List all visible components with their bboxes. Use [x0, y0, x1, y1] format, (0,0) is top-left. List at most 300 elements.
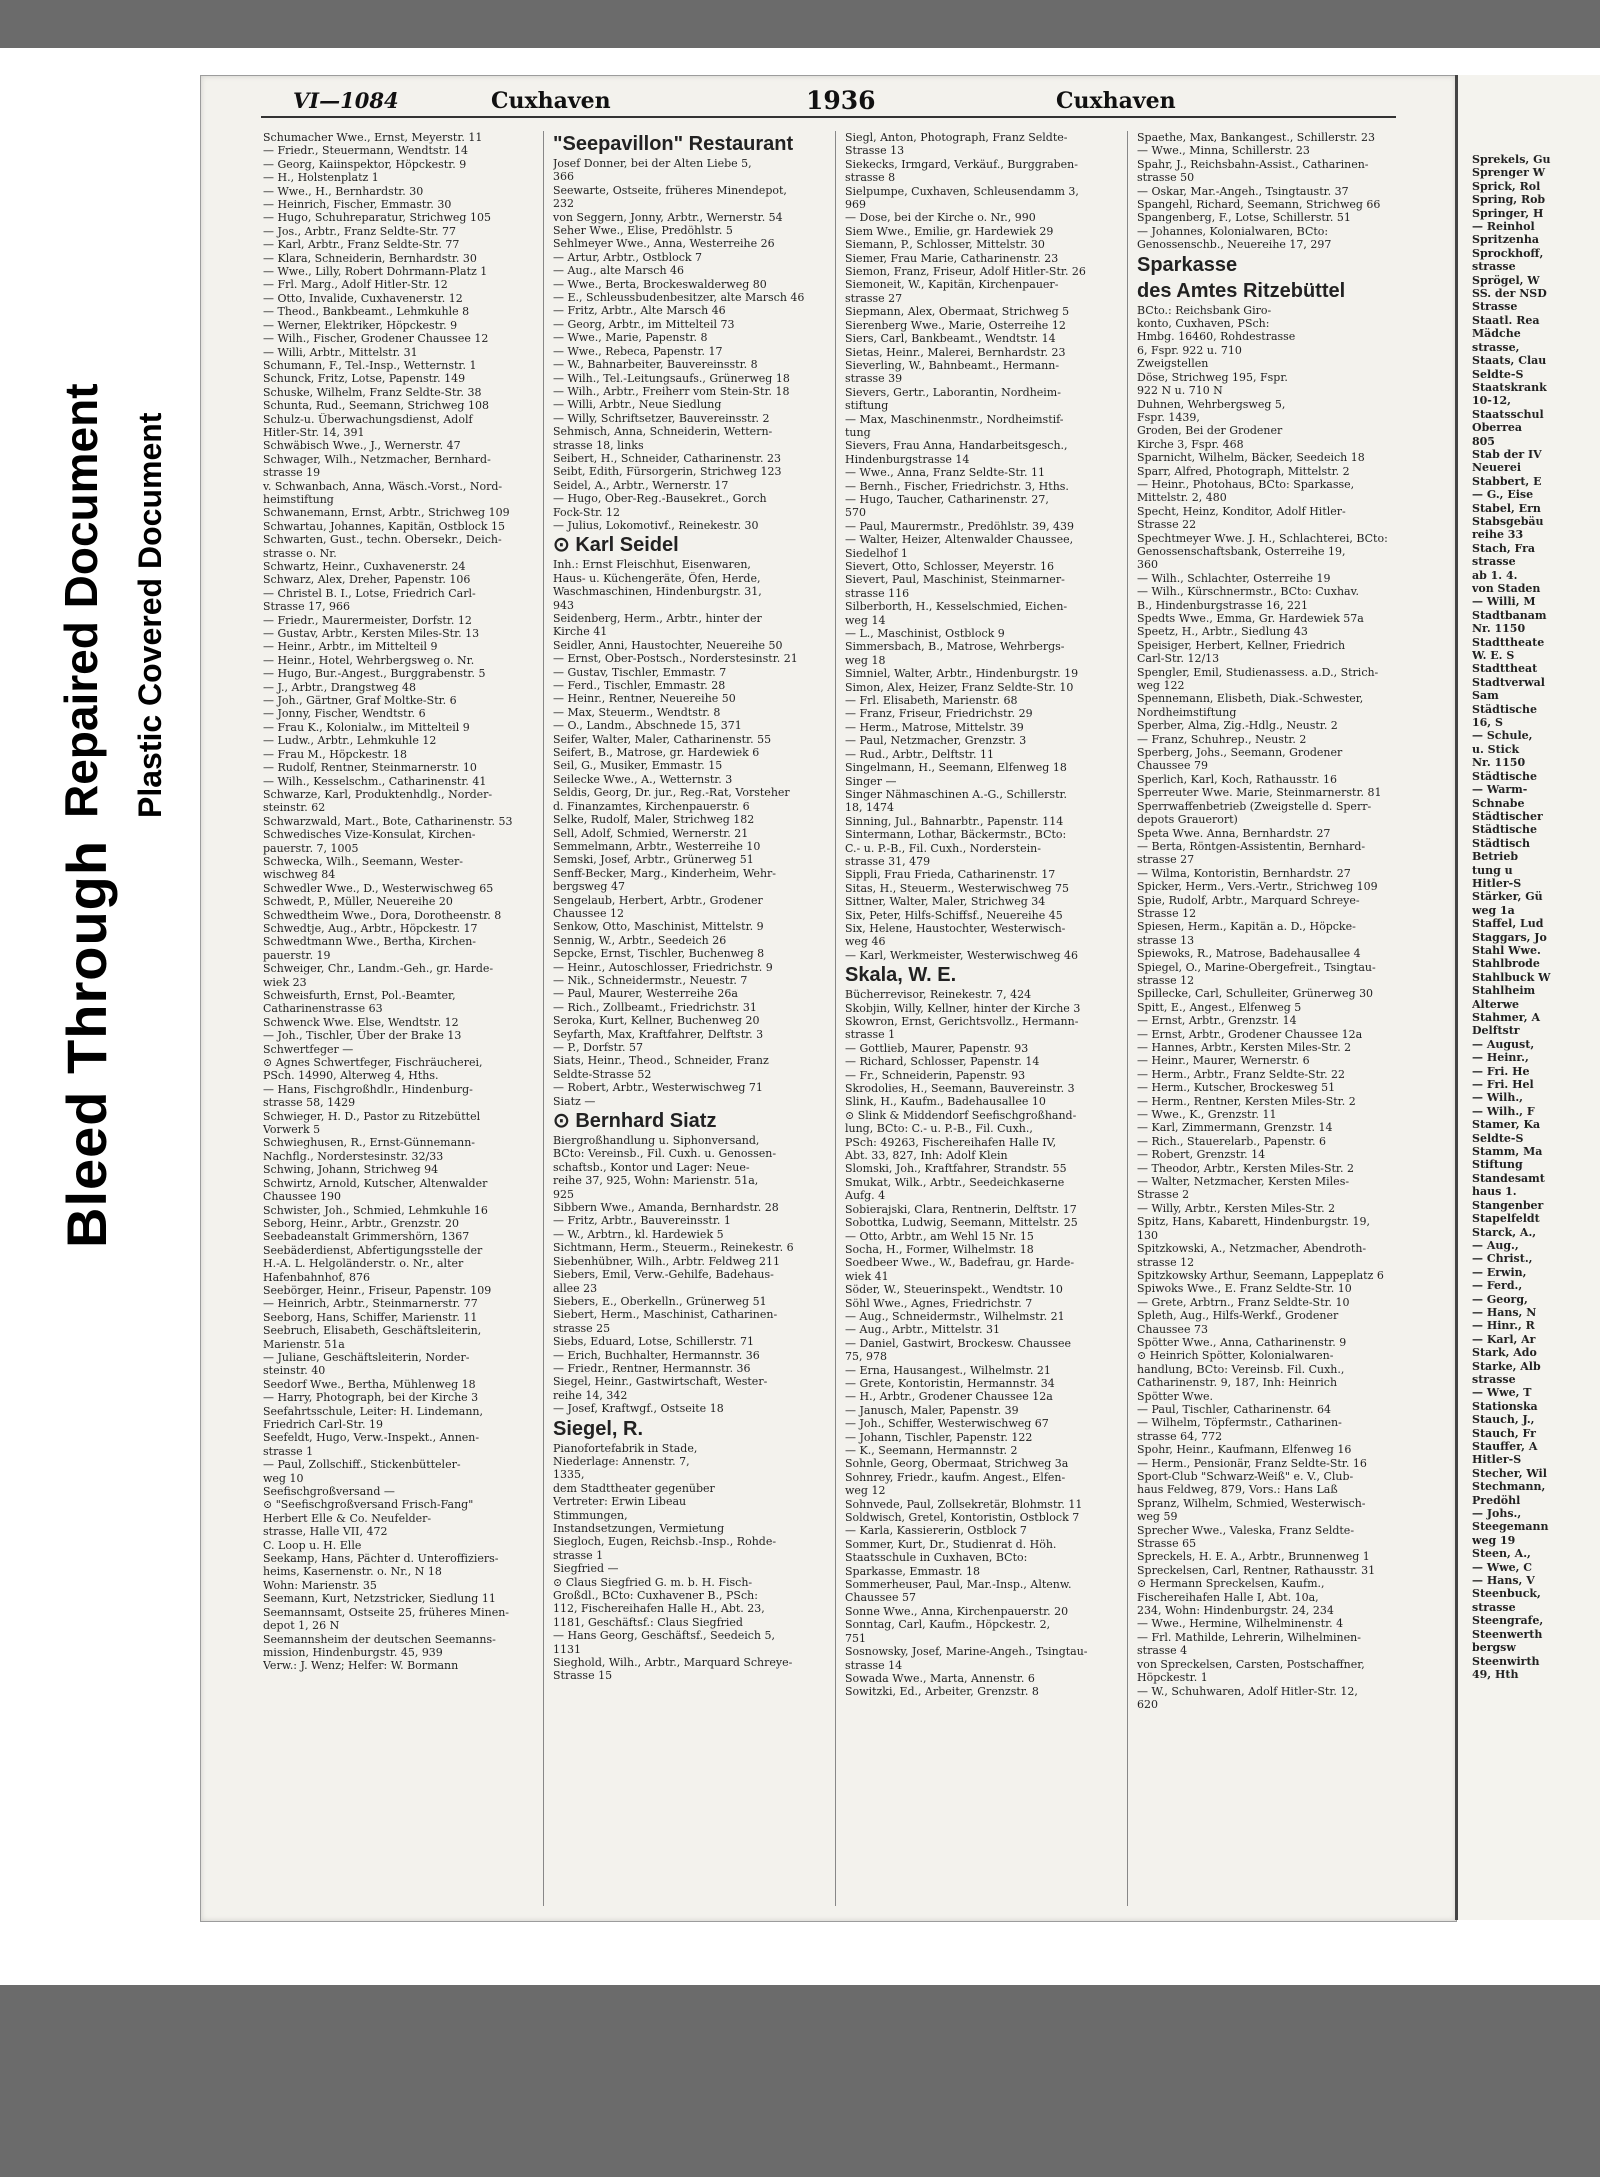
directory-entry: — Heinr., Photohaus, BCto: Sparkasse, [1137, 477, 1355, 491]
directory-entry: 75, 978 [845, 1350, 887, 1364]
directory-entry: — Fritz, Arbtr., Alte Marsch 46 [553, 304, 726, 318]
directory-entry: Sievert, Paul, Maschinist, Steinmarner- [845, 573, 1065, 587]
directory-entry: Seilecke Wwe., A., Wetternstr. 3 [553, 772, 733, 786]
adjacent-entry: Steen, A., [1472, 1547, 1531, 1561]
directory-entry: Six, Helene, Haustochter, Westerwisch- [845, 921, 1066, 935]
directory-entry: Duhnen, Wehrbergsweg 5, [1137, 397, 1286, 411]
directory-entry: — Frl. Elisabeth, Marienstr. 68 [845, 694, 1018, 708]
directory-entry: — Willy, Schriftsetzer, Bauvereinsstr. 2 [553, 411, 770, 425]
adjacent-entry: Stahmer, A [1472, 1011, 1540, 1024]
directory-entry: Seeborg, Hans, Schiffer, Marienstr. 11 [263, 1310, 478, 1324]
directory-entry: Kirche 41 [553, 625, 608, 639]
repaired-document-label: Repaired Document [55, 383, 107, 818]
directory-entry: — Ludw., Arbtr., Lehmkuhle 12 [263, 734, 437, 748]
directory-entry: ⊙ Bernhard Siatz [553, 1110, 717, 1133]
directory-entry: bergsweg 47 [553, 880, 625, 894]
adjacent-entry: Stauffer, A [1472, 1440, 1538, 1453]
directory-entry: Marienstr. 51a [263, 1337, 345, 1351]
adjacent-entry: Stadtverwal [1472, 675, 1545, 689]
adjacent-entry: Städtische [1472, 823, 1537, 837]
directory-entry: Simmersbach, B., Matrose, Wehrbergs- [845, 640, 1065, 654]
directory-entry: weg 14 [845, 613, 886, 627]
adjacent-entry: Steenwirth [1472, 1654, 1540, 1668]
directory-entry: — E., Schleussbudenbesitzer, alte Marsch 46 [553, 291, 805, 305]
directory-entry: Spreckelsen, Carl, Rentner, Rathausstr. 31 [1137, 1563, 1376, 1577]
directory-entry: Haus- u. Küchengeräte, Öfen, Herde, [553, 571, 761, 585]
directory-entry: schaftsb., Kontor und Lager: Neue- [553, 1160, 750, 1174]
adjacent-entry: Steegemann [1472, 1520, 1549, 1534]
adjacent-entry: strasse [1472, 260, 1516, 274]
directory-entry: Sievers, Frau Anna, Handarbeitsgesch., [845, 439, 1068, 453]
directory-entry: strasse 25 [553, 1321, 611, 1335]
directory-entry: Seher Wwe., Elise, Predöhlstr. 5 [553, 224, 733, 238]
directory-entry: — Wwe., K., Grenzstr. 11 [1137, 1108, 1277, 1122]
directory-entry: strasse, Halle VII, 472 [263, 1525, 388, 1539]
adjacent-entry: Stach, Fra [1472, 541, 1536, 555]
adjacent-entry: Städtischer [1472, 809, 1543, 823]
directory-entry: Nordheimstiftung [1137, 705, 1237, 719]
directory-entry: Großdl., BCto: Cuxhavener B., PSch: [553, 1589, 758, 1603]
directory-entry: Spötter Wwe. [1137, 1389, 1214, 1403]
directory-entry: — Ernst, Ober-Postsch., Norderstesinstr. 21 [553, 652, 798, 666]
directory-entry: Schwarzwald, Mart., Bote, Catharinenstr. 53 [263, 814, 513, 828]
directory-entry: — Joh., Tischler, Über der Brake 13 [263, 1029, 462, 1043]
directory-entry: — Wilh., Tel.-Leitungsaufs., Grünerweg 18 [553, 371, 790, 385]
directory-entry: Strasse 12 [1137, 906, 1197, 920]
directory-entry: — Karla, Kassiererin, Ostblock 7 [845, 1524, 1027, 1538]
directory-entry: Seldte-Strasse 52 [553, 1067, 652, 1081]
directory-entry: steinstr. 62 [263, 801, 326, 815]
directory-entry: Siemer, Frau Marie, Catharinenstr. 23 [845, 251, 1059, 265]
directory-entry: Spitz, Hans, Kabarett, Hindenburgstr. 19, [1137, 1215, 1371, 1229]
directory-entry: — P., Dorfstr. 57 [553, 1041, 644, 1054]
directory-entry: dem Stadttheater gegenüber [553, 1481, 715, 1495]
directory-entry: depots Grauerort) [1137, 813, 1238, 827]
directory-entry: Sielpumpe, Cuxhaven, Schleusendamm 3, [845, 184, 1079, 198]
adjacent-entry: — Reinhol [1472, 220, 1535, 234]
directory-entry: BCto: Vereinsb., Fil. Cuxh. u. Genossen- [553, 1147, 777, 1161]
directory-entry: — L., Maschinist, Ostblock 9 [845, 627, 1005, 641]
directory-entry: Schwartz, Heinr., Cuxhavenerstr. 24 [263, 560, 466, 573]
directory-entry: — Oskar, Mar.-Angeh., Tsingtaustr. 37 [1137, 184, 1349, 198]
directory-entry: 112, Fischereihafen Halle H., Abt. 23, [553, 1602, 765, 1616]
directory-entry: — W., Schuhwaren, Adolf Hitler-Str. 12, [1137, 1684, 1358, 1698]
directory-entry: — Franz, Friseur, Friedrichstr. 29 [845, 707, 1033, 721]
directory-entry: reihe 37, 925, Wohn: Marienstr. 51a, [553, 1174, 759, 1188]
directory-entry: Singer Nähmaschinen A.-G., Schillerstr. [845, 787, 1068, 801]
directory-entry: Siers, Carl, Bankbeamt., Wendtstr. 14 [845, 332, 1056, 346]
directory-entry: Niederlage: Annenstr. 7, [553, 1454, 690, 1468]
directory-entry: Schwarze, Karl, Produktenhdlg., Norder- [263, 787, 493, 801]
directory-entry: Spillecke, Carl, Schulleiter, Grünerweg 30 [1137, 987, 1374, 1001]
directory-entry: — H., Arbtr., Grodener Chaussee 12a [845, 1390, 1053, 1404]
directory-entry: Siekecks, Irmgard, Verkäuf., Burggraben- [845, 157, 1078, 171]
directory-entry: Seebruch, Elisabeth, Geschäftsleiterin, [263, 1324, 482, 1338]
directory-entry: Seldis, Georg, Dr. jur., Reg.-Rat, Vorsteher [553, 786, 790, 800]
directory-entry: stiftung [845, 399, 889, 413]
adjacent-entry: Städtisch [1472, 836, 1530, 850]
directory-entry: — W., Bahnarbeiter, Bauvereinsstr. 8 [553, 358, 758, 372]
adjacent-entry: — Aug., [1472, 1238, 1519, 1252]
directory-entry: Seidler, Anni, Haustochter, Neuereihe 50 [553, 638, 783, 652]
directory-entry: Schwedtheim Wwe., Dora, Dorotheenstr. 8 [263, 908, 502, 922]
adjacent-entry: SS. der NSD [1472, 287, 1547, 301]
adjacent-entry: reihe 33 [1472, 528, 1524, 542]
directory-entry: — Hugo, Bur.-Angest., Burggrabenstr. 5 [263, 667, 486, 681]
directory-entry: Seyfarth, Max, Kraftfahrer, Delftstr. 3 [553, 1027, 764, 1041]
directory-entry: — Gustav, Tischler, Emmastr. 7 [553, 665, 727, 679]
directory-entry: Simon, Alex, Heizer, Franz Seldte-Str. 10 [845, 680, 1074, 694]
side-labels [0, 48, 200, 1985]
directory-entry: — Juliane, Geschäftsleiterin, Norder- [263, 1350, 470, 1364]
directory-entry: — Theodor, Arbtr., Kersten Miles-Str. 2 [1137, 1161, 1354, 1175]
adjacent-entry: Sprekels, Gu [1472, 153, 1551, 166]
adjacent-entry: Standesamt [1472, 1171, 1545, 1185]
directory-entry: Schwieghusen, R., Ernst-Günnemann- [263, 1136, 476, 1150]
directory-entry: — Paul, Maurer, Westerreihe 26a [553, 987, 738, 1001]
directory-entry: — Aug., alte Marsch 46 [553, 264, 685, 278]
directory-entry: lung, BCto: C.- u. P.-B., Fil. Cuxh., [845, 1122, 1033, 1136]
plastic-covered-label: Plastic Covered Document [132, 412, 168, 818]
directory-entry: Schwäbisch Wwe., J., Wernerstr. 47 [263, 439, 461, 453]
directory-entry: Schwertfeger — [263, 1042, 354, 1056]
directory-entry: Seidenberg, Herm., Arbtr., hinter der [553, 612, 762, 625]
directory-entry: — Ernst, Arbtr., Grenzstr. 14 [1137, 1014, 1297, 1028]
directory-entry: strasse 27 [1137, 853, 1195, 867]
directory-entry: C.- u. P.-B., Fil. Cuxh., Norderstein- [845, 841, 1041, 855]
directory-entry: Chaussee 12 [553, 906, 624, 920]
directory-page [200, 75, 1457, 1922]
directory-entry: Schwedtmann Wwe., Bertha, Kirchen- [263, 935, 477, 949]
directory-entry: pauerstr. 19 [263, 948, 331, 962]
directory-entry: Strasse 15 [553, 1669, 613, 1683]
directory-entry: weg 18 [845, 653, 886, 667]
directory-entry: — Richard, Schlosser, Papenstr. 14 [845, 1055, 1040, 1069]
directory-entry: Spengler, Emil, Studienassess. a.D., Strich- [1137, 665, 1379, 679]
adjacent-page-fragment [1455, 75, 1600, 1920]
directory-entry: — Franz, Schuhrep., Neustr. 2 [1137, 732, 1307, 746]
directory-entry: Carl-Str. 12/13 [1137, 652, 1220, 666]
directory-entry: — Willy, Arbtr., Kersten Miles-Str. 2 [1137, 1201, 1336, 1215]
directory-entry: heimstiftung [263, 492, 334, 506]
adjacent-entry: 16, S [1472, 716, 1503, 730]
directory-entry: — Wilh., Arbtr., Freiherr vom Stein-Str. 18 [553, 384, 790, 398]
directory-entry: Sperberg, Johs., Seemann, Grodener [1137, 746, 1343, 760]
directory-entry: Schuske, Wilhelm, Franz Seldte-Str. 38 [263, 385, 482, 399]
directory-entry: Senkow, Otto, Maschinist, Mittelstr. 9 [553, 920, 764, 934]
directory-entry: Sommer, Kurt, Dr., Studienrat d. Höh. [845, 1537, 1057, 1551]
adjacent-entry: — Christ., [1472, 1252, 1533, 1266]
directory-entry: Vertreter: Erwin Libeau [553, 1495, 687, 1509]
directory-entry: Skrodolies, H., Seemann, Bauvereinstr. 3 [845, 1082, 1075, 1096]
directory-entry: wiek 41 [845, 1269, 889, 1283]
directory-entry: strasse 58, 1429 [263, 1096, 356, 1110]
directory-entry: — Janusch, Maler, Papenstr. 39 [845, 1403, 1019, 1417]
directory-entry: Siebers, Emil, Verw.-Gehilfe, Badehaus- [553, 1268, 774, 1282]
directory-entry: Spleth, Aug., Hilfs-Werkf., Grodener [1137, 1309, 1339, 1323]
directory-entry: — Heinr., Maurer, Wernerstr. 6 [1137, 1054, 1310, 1068]
adjacent-entry: Stark, Ado [1472, 1346, 1537, 1360]
directory-entry: Sehmisch, Anna, Schneiderin, Wettern- [553, 425, 773, 439]
directory-entry: — Robert, Arbtr., Westerwischweg 71 [553, 1081, 763, 1095]
directory-entry: Schwister, Joh., Schmied, Lehmkuhle 16 [263, 1203, 488, 1217]
directory-entry: Singelmann, H., Seemann, Elfenweg 18 [845, 761, 1067, 775]
adjacent-entry: Stahlheim [1472, 984, 1536, 998]
directory-entry: Socha, H., Former, Wilhelmstr. 18 [845, 1242, 1034, 1256]
adjacent-page-entries [1472, 153, 1600, 1681]
adjacent-entry: — Fri. He [1472, 1064, 1530, 1078]
directory-entry: Catharinenstr. 9, 187, Inh: Heinrich [1137, 1376, 1338, 1390]
directory-entry: Strasse 13 [845, 144, 905, 158]
directory-entry: 751 [845, 1631, 866, 1645]
directory-entry: — H., Holstenplatz 1 [263, 171, 379, 185]
directory-entry: Chaussee 73 [1137, 1322, 1208, 1336]
directory-entry: — Joh., Schiffer, Westerwischweg 67 [845, 1417, 1049, 1431]
directory-entry: reihe 14, 342 [553, 1388, 628, 1402]
header-rule [261, 116, 1396, 118]
directory-entry: Six, Peter, Hilfs-Schiffsf., Neuereihe 45 [845, 908, 1063, 922]
directory-entry: steinstr. 40 [263, 1364, 326, 1378]
directory-entry: Sittner, Walter, Maler, Strichweg 34 [845, 895, 1046, 909]
directory-entry: "Seepavillon" Restaurant [553, 133, 794, 155]
directory-entry: Siatz — [553, 1094, 596, 1108]
adjacent-entry: — Georg, [1472, 1292, 1528, 1306]
directory-entry: Seborg, Heinr., Arbtr., Grenzstr. 20 [263, 1216, 459, 1230]
directory-entry: Speta Wwe. Anna, Bernhardstr. 27 [1137, 826, 1331, 840]
directory-entry: wiek 23 [263, 975, 307, 989]
directory-entry: strasse 1 [845, 1028, 896, 1042]
directory-entry: Sowitzki, Ed., Arbeiter, Grenzstr. 8 [845, 1685, 1039, 1699]
directory-entry: Schwarten, Gust., techn. Obersekr., Deich- [263, 533, 502, 547]
directory-entry: Schwecka, Wilh., Seemann, Wester- [263, 854, 463, 868]
directory-entry: Spitzkowsky Arthur, Seemann, Lappeplatz 6 [1137, 1268, 1384, 1282]
directory-entry: — Fritz, Arbtr., Bauvereinsstr. 1 [553, 1214, 731, 1228]
adjacent-entry: Sam [1472, 689, 1499, 703]
directory-entry: Skowron, Ernst, Gerichtsvollz., Hermann- [845, 1015, 1079, 1028]
directory-entry: Sparkasse, Emmastr. 18 [845, 1564, 980, 1578]
adjacent-entry: Staatsschul [1472, 407, 1544, 421]
directory-entry: — Bernh., Fischer, Friedrichstr. 3, Hths. [845, 479, 1069, 493]
directory-entry: — Karl, Arbtr., Franz Seldte-Str. 77 [263, 238, 460, 252]
directory-entry: Sperreuter Wwe. Marie, Steinmarnerstr. 81 [1137, 786, 1382, 800]
directory-entry: wischweg 84 [263, 868, 336, 882]
directory-entry: Siegloch, Eugen, Reichsb.-Insp., Rohde- [553, 1535, 777, 1549]
adjacent-entry: strasse [1472, 1372, 1516, 1386]
directory-entry: Schwirtz, Arnold, Kutscher, Altenwalder [263, 1176, 488, 1190]
directory-entry: weg 10 [263, 1471, 304, 1485]
directory-entry: — Artur, Arbtr., Ostblock 7 [553, 250, 703, 264]
directory-entry: Schweiger, Chr., Landm.-Geh., gr. Harde- [263, 962, 494, 976]
directory-entry: Siebert, Herm., Maschinist, Catharinen- [553, 1308, 778, 1322]
directory-entry: Sperber, Alma, Zig.-Hdlg., Neustr. 2 [1137, 719, 1338, 733]
directory-entry: Sieghold, Wilh., Arbtr., Marquard Schreye- [553, 1656, 793, 1670]
directory-column-1 [263, 131, 533, 1906]
directory-entry: Inh.: Ernst Fleischhut, Eisenwaren, [553, 558, 751, 572]
directory-entry: Strasse 65 [1137, 1537, 1197, 1551]
directory-entry: Schwager, Wilh., Netzmacher, Bernhard- [263, 452, 491, 466]
adjacent-entry: — Heinr., [1472, 1051, 1529, 1065]
directory-entry: strasse 19 [263, 466, 321, 480]
directory-entry: strasse 18, links [553, 438, 644, 452]
adjacent-entry: Staffel, Lud [1472, 917, 1544, 931]
directory-entry: — Wilh., Schlachter, Osterreihe 19 [1137, 571, 1331, 585]
directory-entry: — Fr., Schneiderin, Papenstr. 93 [845, 1068, 1026, 1082]
adjacent-entry: Seldte-S [1472, 1131, 1524, 1145]
adjacent-entry: Steengrafe, [1472, 1614, 1544, 1628]
directory-entry: — Grete, Kontoristin, Hermannstr. 34 [845, 1376, 1055, 1390]
directory-entry: — Rud., Arbtr., Delftstr. 11 [845, 747, 995, 761]
directory-entry: — Wilh., Kesselschm., Catharinenstr. 41 [263, 774, 487, 788]
adjacent-entry: Stangenber [1472, 1198, 1544, 1212]
directory-entry: Siegel, Heinr., Gastwirtschaft, Wester- [553, 1375, 768, 1389]
directory-entry: Slomski, Joh., Kraftfahrer, Strandstr. 55 [845, 1162, 1067, 1176]
directory-entry: Seefahrtsschule, Leiter: H. Lindemann, [263, 1404, 484, 1418]
directory-entry: strasse 31, 479 [845, 854, 931, 868]
directory-entry: Spohr, Heinr., Kaufmann, Elfenweg 16 [1137, 1443, 1352, 1457]
directory-entry: — Herm., Kutscher, Brockesweg 51 [1137, 1081, 1336, 1095]
directory-entry: — Karl, Werkmeister, Westerwischweg 46 [845, 948, 1078, 962]
directory-entry: — Nik., Schneidermstr., Neuestr. 7 [553, 973, 748, 987]
directory-entry: strasse 14 [845, 1658, 903, 1672]
directory-entry: Fischereihafen Halle I, Abt. 10a, [1137, 1590, 1319, 1604]
directory-entry: Schwartau, Johannes, Kapitän, Ostblock 15 [263, 519, 506, 533]
adjacent-entry: Neuerei [1472, 461, 1522, 475]
directory-entry: Siem Wwe., Emilie, gr. Hardewiek 29 [845, 224, 1054, 238]
directory-entry: strasse 1 [553, 1548, 604, 1562]
directory-entry: Seedorf Wwe., Bertha, Mühlenweg 18 [263, 1377, 476, 1391]
directory-entry: — Herm., Matrose, Mittelstr. 39 [845, 720, 1024, 734]
directory-entry: — Aug., Schneidermstr., Wilhelmstr. 21 [845, 1309, 1065, 1323]
adjacent-entry: Stabbert, E [1472, 474, 1542, 488]
directory-entry: — Erich, Buchhalter, Hermannstr. 36 [553, 1348, 760, 1362]
directory-entry: Spranz, Wilhelm, Schmied, Westerwisch- [1137, 1496, 1366, 1510]
directory-entry: H.-A. L. Helgoländerstr. o. Nr., alter [263, 1257, 464, 1271]
directory-entry: — Berta, Röntgen-Assistentin, Bernhard- [1137, 839, 1366, 853]
adjacent-entry: Stecher, Wil [1472, 1466, 1547, 1480]
directory-entry: — K., Seemann, Hermannstr. 2 [845, 1444, 1018, 1457]
directory-entry: Abt. 33, 827, Inh: Adolf Klein [845, 1149, 1008, 1163]
directory-entry: Seewarte, Ostseite, früheres Minendepot, [553, 183, 787, 197]
directory-entry: Sitas, H., Steuerm., Westerwischweg 75 [845, 881, 1070, 895]
directory-entry: — Josef, Kraftwgf., Ostseite 18 [553, 1402, 724, 1416]
directory-entry: — Karl, Zimmermann, Grenzstr. 14 [1137, 1121, 1333, 1135]
directory-entry: — Julius, Lokomotivf., Reinekestr. 30 [553, 518, 759, 532]
directory-entry: Siepmann, Alex, Obermaat, Strichweg 5 [845, 305, 1070, 319]
directory-entry: — Max, Steuerm., Wendtstr. 8 [553, 705, 721, 719]
directory-entry: — Christel B. I., Lotse, Friedrich Carl- [263, 586, 476, 600]
directory-entry: Speisiger, Herbert, Kellner, Friedrich [1137, 638, 1346, 652]
directory-entry: PSch. 14990, Alterweg 4, Hths. [263, 1069, 439, 1083]
directory-entry: 360 [1137, 558, 1158, 572]
directory-entry: haus Feldweg, 879, Vors.: Hans Laß [1137, 1483, 1338, 1497]
adjacent-entry: Strasse [1472, 300, 1518, 314]
directory-entry: — J., Arbtr., Drangstweg 48 [263, 680, 417, 694]
adjacent-entry: — Ferd., [1472, 1279, 1523, 1293]
directory-entry: Seifer, Walter, Maler, Catharinenstr. 55 [553, 732, 772, 746]
directory-entry: — Hans Georg, Geschäftsf., Seedeich 5, [553, 1629, 775, 1643]
directory-entry: 6, Fspr. 922 u. 710 [1137, 343, 1242, 357]
directory-entry: Stimmungen, [553, 1508, 628, 1522]
adjacent-entry: Nr. 1150 [1472, 622, 1526, 636]
directory-entry: Hindenburgstrasse 14 [845, 452, 970, 466]
directory-entry: Schunck, Fritz, Lotse, Papenstr. 149 [263, 372, 466, 386]
directory-entry: Sperlich, Karl, Koch, Rathausstr. 16 [1137, 772, 1337, 786]
adjacent-entry: strasse, [1472, 340, 1520, 354]
directory-entry: Seefeldt, Hugo, Verw.-Inspekt., Annen- [263, 1431, 480, 1445]
directory-entry: Sintermann, Lothar, Bäckermstr., BCto: [845, 828, 1067, 842]
directory-entry: pauerstr. 7, 1005 [263, 841, 359, 855]
directory-entry: Chaussee 57 [845, 1591, 916, 1605]
directory-entry: — Jos., Arbtr., Franz Seldte-Str. 77 [263, 224, 456, 238]
directory-entry: — O., Landm., Abschnede 15, 371 [553, 719, 742, 733]
directory-entry: Siebers, E., Oberkelln., Grünerweg 51 [553, 1294, 767, 1308]
adjacent-entry: strasse [1472, 555, 1516, 569]
directory-entry: mission, Hindenburgstr. 45, 939 [263, 1645, 443, 1659]
directory-entry: — Jonny, Fischer, Wendtstr. 6 [263, 707, 426, 721]
directory-entry: Wohn: Marienstr. 35 [263, 1578, 377, 1592]
directory-entry: — Joh., Gärtner, Graf Moltke-Str. 6 [263, 694, 457, 708]
directory-entry: ⊙ "Seefischgroßversand Frisch-Fang" [263, 1498, 474, 1512]
directory-entry: weg 46 [845, 935, 886, 949]
adjacent-entry: — Wilh., [1472, 1091, 1524, 1105]
directory-entry: — Ernst, Arbtr., Grodener Chaussee 12a [1137, 1027, 1363, 1041]
directory-entry: Sengelaub, Herbert, Arbtr., Grodener [553, 893, 763, 907]
directory-entry: Pianofortefabrik in Stade, [553, 1441, 698, 1455]
adjacent-entry: Stauch, Fr [1472, 1426, 1536, 1440]
directory-entry: Seidel, A., Arbtr., Wernerstr. 17 [553, 478, 729, 492]
directory-entry: ⊙ Slink & Middendorf Seefischgroßhand- [845, 1108, 1077, 1122]
directory-entry: Friedrich Carl-Str. 19 [263, 1418, 383, 1431]
directory-entry: — Grete, Arbtrn., Franz Seldte-Str. 10 [1137, 1295, 1350, 1309]
directory-entry: — Gottlieb, Maurer, Papenstr. 93 [845, 1041, 1029, 1055]
directory-entry: Sparkasse [1137, 253, 1238, 276]
directory-entry: Söhl Wwe., Agnes, Friedrichstr. 7 [845, 1296, 1033, 1310]
directory-entry: 570 [845, 506, 866, 520]
directory-entry: weg 59 [1137, 1510, 1178, 1524]
directory-entry: Spangenberg, F., Lotse, Schillerstr. 51 [1137, 211, 1351, 225]
adjacent-entry: Stamm, Ma [1472, 1145, 1543, 1159]
directory-entry: Schwenck Wwe. Else, Wendtstr. 12 [263, 1015, 459, 1029]
adjacent-entry: Hitler-S [1472, 876, 1522, 890]
directory-entry: strasse 1 [263, 1444, 314, 1458]
directory-column-2 [553, 131, 825, 1906]
directory-entry: — Walter, Heizer, Altenwalder Chaussee, [845, 533, 1074, 547]
adjacent-entry: — Erwin, [1472, 1265, 1527, 1279]
directory-entry: Spiewoks, R., Matrose, Badehausallee 4 [1137, 947, 1361, 961]
directory-entry: — Aug., Arbtr., Mittelstr. 31 [845, 1323, 1001, 1337]
directory-entry: Schwieger, H. D., Pastor zu Ritzebüttel [263, 1109, 481, 1123]
directory-entry: handlung, BCto: Vereinsb. Fil. Cuxh., [1137, 1362, 1345, 1376]
directory-entry: Spahr, J., Reichsbahn-Assist., Catharinen- [1137, 157, 1369, 171]
directory-entry: d. Finanzamtes, Kirchenpauerstr. 6 [553, 799, 750, 813]
directory-entry: Sowada Wwe., Marta, Annenstr. 6 [845, 1671, 1035, 1685]
directory-entry: Schwedtje, Aug., Arbtr., Höpckestr. 17 [263, 921, 478, 935]
directory-entry: Simniel, Walter, Arbtr., Hindenburgstr. 19 [845, 667, 1079, 681]
directory-entry: Sobierajski, Clara, Rentnerin, Delftstr. 17 [845, 1202, 1077, 1216]
adjacent-entry: — Hans, N [1472, 1305, 1537, 1319]
directory-entry: ⊙ Agnes Schwertfeger, Fischräucherei, [263, 1056, 483, 1070]
directory-entry: 620 [1137, 1697, 1158, 1711]
directory-entry: Strasse 22 [1137, 518, 1197, 532]
directory-entry: Sonne Wwe., Anna, Kirchenpauerstr. 20 [845, 1604, 1069, 1618]
directory-entry: Seebadeanstalt Grimmershörn, 1367 [263, 1230, 470, 1244]
directory-entry: Genossenschaftsbank, Osterreihe 19, [1137, 544, 1346, 558]
adjacent-entry: Steenwerth [1472, 1627, 1543, 1641]
adjacent-entry: Stauch, J., [1472, 1413, 1535, 1427]
directory-entry: konto, Cuxhaven, PSch: [1137, 317, 1270, 331]
directory-entry: Speetz, H., Arbtr., Siedlung 43 [1137, 625, 1308, 639]
directory-entry: — Erna, Hausangest., Wilhelmstr. 21 [845, 1363, 1051, 1377]
